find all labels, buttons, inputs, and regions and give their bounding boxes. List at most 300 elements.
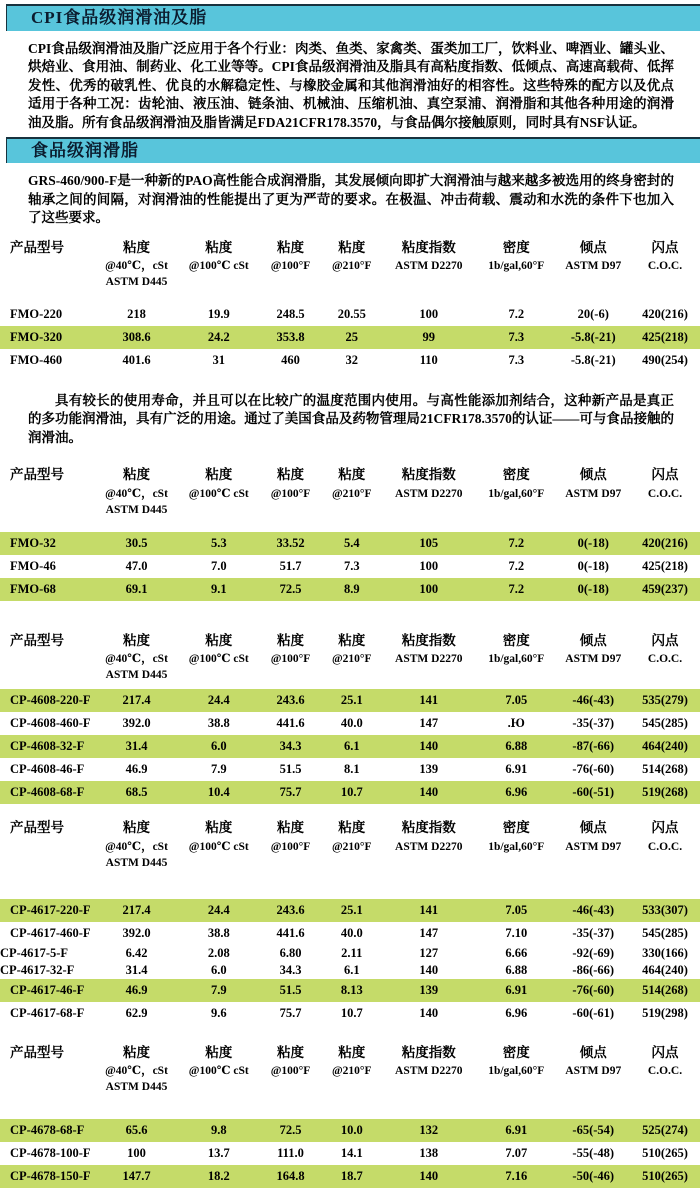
column-unit-header: ASTM D97 bbox=[565, 840, 622, 853]
value-cell: -50(-46) bbox=[572, 1169, 615, 1184]
product-model-cell: CP-4617-5-F bbox=[0, 945, 69, 960]
value-cell: 69.1 bbox=[125, 581, 148, 596]
empty-header-cell bbox=[0, 1063, 95, 1079]
value-cell: 14.1 bbox=[340, 1146, 363, 1161]
value-cell: 38.8 bbox=[207, 716, 230, 731]
value-cell: 6.88 bbox=[505, 739, 528, 754]
value-cell: 510(265) bbox=[642, 1146, 688, 1161]
column-header: 粘度指数 bbox=[401, 467, 456, 483]
column-header: 粘度 bbox=[277, 467, 304, 483]
column-header: 粘度 bbox=[205, 820, 233, 836]
value-cell: 24.2 bbox=[207, 329, 230, 344]
value-cell: 6.80 bbox=[279, 945, 302, 960]
column-header: 粘度 bbox=[277, 632, 304, 648]
column-header: 粘度指数 bbox=[401, 1044, 456, 1060]
column-header: 粘度指数 bbox=[401, 632, 456, 648]
empty-header-cell bbox=[0, 1079, 95, 1119]
product-model-cell: CP-4678-68-F bbox=[10, 1123, 85, 1138]
value-cell: 140 bbox=[419, 962, 439, 977]
column-header: 闪点 bbox=[651, 467, 679, 483]
value-cell: 139 bbox=[419, 762, 439, 777]
value-cell: 6.66 bbox=[505, 945, 528, 960]
cp-4608-table bbox=[0, 629, 700, 804]
column-unit-header: @100℃ cSt bbox=[188, 1064, 249, 1077]
value-cell: 51.7 bbox=[279, 558, 302, 573]
value-cell: -5.8(-21) bbox=[570, 329, 616, 344]
column-unit-header: ASTM D2270 bbox=[395, 487, 463, 500]
column-unit-header: @100°F bbox=[270, 653, 311, 666]
column-method-header bbox=[476, 667, 557, 689]
value-cell: 6.1 bbox=[343, 962, 360, 977]
product-model-cell: CP-4678-150-F bbox=[10, 1169, 91, 1184]
value-cell: 31 bbox=[212, 352, 225, 367]
value-cell: 32 bbox=[345, 352, 358, 367]
value-cell: 141 bbox=[419, 902, 439, 917]
value-cell: -46(-43) bbox=[572, 693, 615, 708]
value-cell: 132 bbox=[419, 1123, 439, 1138]
product-model-cell: FMO-32 bbox=[10, 535, 56, 550]
column-header: 倾点 bbox=[579, 632, 607, 648]
table-row bbox=[0, 712, 700, 735]
table-row bbox=[0, 922, 700, 945]
column-method-header bbox=[322, 667, 382, 689]
value-cell: 10.7 bbox=[340, 1005, 363, 1020]
value-cell: 24.4 bbox=[207, 693, 230, 708]
section-title-grease: 食品级润滑脂 bbox=[6, 137, 700, 164]
table-row bbox=[0, 689, 700, 712]
value-cell: 7.9 bbox=[210, 762, 227, 777]
column-method-header bbox=[557, 274, 631, 302]
value-cell: -55(-48) bbox=[572, 1146, 615, 1161]
column-header: 粘度指数 bbox=[401, 240, 456, 256]
product-spec-table bbox=[0, 236, 700, 371]
value-cell: -60(-51) bbox=[572, 785, 615, 800]
column-method-header bbox=[557, 667, 631, 689]
column-method-header bbox=[179, 502, 260, 532]
value-cell: 100 bbox=[127, 1146, 146, 1161]
value-cell: 7.3 bbox=[343, 558, 360, 573]
column-method-header bbox=[476, 274, 557, 302]
product-spec-table bbox=[0, 629, 700, 804]
product-model-cell: CP-4608-32-F bbox=[10, 739, 85, 754]
value-cell: 7.07 bbox=[505, 1146, 528, 1161]
column-method-header bbox=[476, 855, 557, 899]
product-model-cell: FMO-460 bbox=[10, 352, 63, 367]
column-method-header bbox=[382, 274, 477, 302]
column-header: 粘度 bbox=[338, 467, 366, 483]
value-cell: 20(-6) bbox=[577, 306, 609, 321]
column-header: 倾点 bbox=[579, 467, 607, 483]
column-header: 粘度 bbox=[338, 240, 366, 256]
column-unit-header: 1b/gal,60°F bbox=[488, 487, 545, 500]
value-cell: 464(240) bbox=[642, 962, 688, 977]
column-unit-header: C.O.C. bbox=[647, 1064, 683, 1077]
value-cell: 34.3 bbox=[279, 739, 302, 754]
table-row bbox=[0, 303, 700, 326]
empty-header-cell bbox=[0, 486, 95, 502]
value-cell: 147 bbox=[419, 925, 439, 940]
value-cell: 100 bbox=[419, 558, 439, 573]
value-cell: 10.4 bbox=[207, 785, 230, 800]
value-cell: 68.5 bbox=[125, 785, 148, 800]
value-cell: 425(218) bbox=[642, 329, 688, 344]
value-cell: 75.7 bbox=[279, 1005, 302, 1020]
column-header: 闪点 bbox=[651, 820, 679, 836]
product-spec-table bbox=[0, 463, 700, 600]
value-cell: 6.1 bbox=[343, 739, 360, 754]
value-cell: 25.1 bbox=[340, 693, 363, 708]
value-cell: 7.2 bbox=[508, 581, 525, 596]
column-header: 闪点 bbox=[651, 240, 679, 256]
column-method-header bbox=[557, 502, 631, 532]
value-cell: 127 bbox=[419, 945, 439, 960]
column-method-header bbox=[382, 667, 477, 689]
value-cell: 6.91 bbox=[505, 762, 528, 777]
table-row bbox=[0, 349, 700, 372]
column-unit-header: C.O.C. bbox=[647, 260, 683, 273]
value-cell: 62.9 bbox=[125, 1005, 148, 1020]
value-cell: 100 bbox=[419, 306, 439, 321]
product-model-cell: CP-4617-220-F bbox=[10, 902, 91, 917]
value-cell: 9.1 bbox=[210, 581, 227, 596]
column-method-header bbox=[259, 855, 322, 899]
column-method-header: ASTM D445 bbox=[105, 503, 168, 516]
value-cell: 2.08 bbox=[207, 945, 230, 960]
value-cell: 7.2 bbox=[508, 535, 525, 550]
column-unit-header: 1b/gal,60°F bbox=[488, 1064, 545, 1077]
column-unit-header: ASTM D2270 bbox=[395, 653, 463, 666]
column-header: 粘度 bbox=[277, 1044, 304, 1060]
column-header: 粘度 bbox=[123, 1044, 150, 1060]
value-cell: 7.05 bbox=[505, 902, 528, 917]
column-header: 粘度 bbox=[123, 240, 150, 256]
value-cell: 7.16 bbox=[505, 1169, 528, 1184]
value-cell: 140 bbox=[419, 785, 439, 800]
column-unit-header: ASTM D97 bbox=[565, 653, 622, 666]
column-unit-header: ASTM D97 bbox=[565, 487, 622, 500]
column-method-header: ASTM D445 bbox=[105, 1081, 168, 1094]
value-cell: 72.5 bbox=[279, 1123, 302, 1138]
column-unit-header: 1b/gal,60°F bbox=[488, 653, 545, 666]
value-cell: 6.96 bbox=[505, 785, 528, 800]
column-unit-header: @210°F bbox=[331, 840, 372, 853]
value-cell: 47.0 bbox=[125, 558, 148, 573]
column-method-header bbox=[476, 502, 557, 532]
product-model-cell: CP-4678-100-F bbox=[10, 1146, 91, 1161]
column-unit-header: ASTM D2270 bbox=[395, 260, 463, 273]
value-cell: 7.9 bbox=[210, 982, 227, 997]
value-cell: 0(-18) bbox=[577, 535, 609, 550]
cp-4678-table bbox=[0, 1041, 700, 1188]
product-model-cell: CP-4617-46-F bbox=[10, 982, 85, 997]
value-cell: 7.3 bbox=[508, 329, 525, 344]
column-unit-header: ASTM D97 bbox=[565, 1064, 622, 1077]
product-model-header: 产品型号 bbox=[10, 632, 64, 648]
value-cell: 140 bbox=[419, 739, 439, 754]
value-cell: 10.7 bbox=[340, 785, 363, 800]
column-header: 密度 bbox=[502, 820, 530, 836]
column-method-header bbox=[322, 502, 382, 532]
value-cell: 33.52 bbox=[276, 535, 305, 550]
product-model-header: 产品型号 bbox=[10, 1044, 64, 1060]
value-cell: 9.8 bbox=[210, 1123, 227, 1138]
empty-header-cell bbox=[0, 651, 95, 667]
value-cell: 243.6 bbox=[276, 693, 305, 708]
value-cell: 18.2 bbox=[207, 1169, 230, 1184]
value-cell: 147.7 bbox=[122, 1169, 151, 1184]
column-unit-header: @40℃，cSt bbox=[105, 260, 168, 273]
column-method-header bbox=[322, 1079, 382, 1119]
column-header: 密度 bbox=[502, 467, 530, 483]
value-cell: 392.0 bbox=[122, 716, 151, 731]
product-model-cell: FMO-220 bbox=[10, 306, 63, 321]
value-cell: 164.8 bbox=[276, 1169, 305, 1184]
value-cell: 535(279) bbox=[642, 693, 688, 708]
column-header: 粘度 bbox=[277, 820, 304, 836]
column-method-header bbox=[630, 667, 700, 689]
value-cell: .Ю bbox=[507, 716, 525, 731]
product-model-header: 产品型号 bbox=[10, 820, 64, 836]
column-header: 粘度 bbox=[123, 467, 150, 483]
column-method-header bbox=[630, 274, 700, 302]
value-cell: 19.9 bbox=[207, 306, 230, 321]
column-header: 粘度 bbox=[277, 240, 304, 256]
value-cell: 51.5 bbox=[279, 982, 302, 997]
column-unit-header: @100℃ cSt bbox=[188, 487, 249, 500]
column-header: 倾点 bbox=[579, 240, 607, 256]
column-unit-header: @100°F bbox=[270, 1064, 311, 1077]
column-unit-header: 1b/gal,60°F bbox=[488, 260, 545, 273]
value-cell: 7.05 bbox=[505, 693, 528, 708]
empty-header-cell bbox=[0, 839, 95, 855]
value-cell: 6.91 bbox=[505, 982, 528, 997]
column-unit-header: @40℃，cSt bbox=[105, 653, 168, 666]
value-cell: 9.6 bbox=[210, 1005, 227, 1020]
empty-header-cell bbox=[0, 258, 95, 274]
product-model-header: 产品型号 bbox=[10, 467, 64, 483]
column-unit-header: @210°F bbox=[331, 1064, 372, 1077]
value-cell: 8.13 bbox=[340, 982, 363, 997]
value-cell: 40.0 bbox=[340, 925, 363, 940]
column-method-header bbox=[259, 502, 322, 532]
column-header: 倾点 bbox=[579, 1044, 607, 1060]
value-cell: 7.3 bbox=[508, 352, 525, 367]
column-unit-header: C.O.C. bbox=[647, 840, 683, 853]
column-method-header bbox=[259, 1079, 322, 1119]
product-model-cell: CP-4608-68-F bbox=[10, 785, 85, 800]
column-method-header bbox=[179, 1079, 260, 1119]
value-cell: 46.9 bbox=[125, 982, 148, 997]
column-method-header bbox=[179, 667, 260, 689]
column-unit-header: C.O.C. bbox=[647, 653, 683, 666]
product-model-cell: CP-4617-68-F bbox=[10, 1005, 85, 1020]
column-method-header bbox=[179, 855, 260, 899]
column-unit-header: @210°F bbox=[331, 487, 372, 500]
table-row bbox=[0, 1119, 700, 1142]
value-cell: 510(265) bbox=[642, 1169, 688, 1184]
table-row bbox=[0, 1142, 700, 1165]
value-cell: 25.1 bbox=[340, 902, 363, 917]
column-method-header bbox=[557, 1079, 631, 1119]
column-method-header bbox=[630, 502, 700, 532]
table-row bbox=[0, 945, 700, 962]
value-cell: 8.1 bbox=[343, 762, 360, 777]
column-method-header bbox=[259, 667, 322, 689]
value-cell: 490(254) bbox=[642, 352, 688, 367]
table-row bbox=[0, 555, 700, 578]
value-cell: 308.6 bbox=[122, 329, 151, 344]
value-cell: 10.0 bbox=[340, 1123, 363, 1138]
value-cell: 6.96 bbox=[505, 1005, 528, 1020]
table-row bbox=[0, 1165, 700, 1188]
empty-header-cell bbox=[0, 502, 95, 532]
value-cell: 353.8 bbox=[276, 329, 305, 344]
datasheet-page bbox=[0, 4, 700, 1184]
value-cell: 248.5 bbox=[276, 306, 305, 321]
column-method-header: ASTM D445 bbox=[105, 669, 168, 682]
value-cell: 6.0 bbox=[210, 962, 227, 977]
column-unit-header: @100°F bbox=[270, 840, 311, 853]
value-cell: 6.91 bbox=[505, 1123, 528, 1138]
column-method-header bbox=[476, 1079, 557, 1119]
value-cell: 7.2 bbox=[508, 558, 525, 573]
value-cell: 31.4 bbox=[125, 739, 148, 754]
product-model-cell: FMO-46 bbox=[10, 558, 56, 573]
value-cell: 218 bbox=[127, 306, 146, 321]
value-cell: 425(218) bbox=[642, 558, 688, 573]
value-cell: 459(237) bbox=[642, 581, 688, 596]
value-cell: -76(-60) bbox=[572, 762, 615, 777]
value-cell: 401.6 bbox=[122, 352, 151, 367]
column-unit-header: @100°F bbox=[270, 260, 311, 273]
empty-header-cell bbox=[0, 855, 95, 899]
column-header: 粘度 bbox=[205, 467, 233, 483]
value-cell: -86(-66) bbox=[572, 962, 615, 977]
column-unit-header: ASTM D97 bbox=[565, 260, 622, 273]
value-cell: 141 bbox=[419, 693, 439, 708]
column-unit-header: C.O.C. bbox=[647, 487, 683, 500]
product-model-cell: CP-4617-460-F bbox=[10, 925, 91, 940]
column-method-header bbox=[382, 502, 477, 532]
column-method-header bbox=[382, 1079, 477, 1119]
column-header: 粘度 bbox=[205, 632, 233, 648]
column-unit-header: @40℃，cSt bbox=[105, 840, 168, 853]
product-model-cell: CP-4608-46-F bbox=[10, 762, 85, 777]
value-cell: -65(-54) bbox=[572, 1123, 615, 1138]
table-row bbox=[0, 979, 700, 1002]
table-row bbox=[0, 326, 700, 349]
column-unit-header: @100℃ cSt bbox=[188, 260, 249, 273]
value-cell: 13.7 bbox=[207, 1146, 230, 1161]
value-cell: 46.9 bbox=[125, 762, 148, 777]
value-cell: 140 bbox=[419, 1169, 439, 1184]
value-cell: 65.6 bbox=[125, 1123, 148, 1138]
column-method-header: ASTM D445 bbox=[105, 856, 168, 869]
empty-header-cell bbox=[0, 274, 95, 302]
value-cell: 38.8 bbox=[207, 925, 230, 940]
value-cell: 514(268) bbox=[642, 762, 688, 777]
column-method-header bbox=[259, 274, 322, 302]
value-cell: 464(240) bbox=[642, 739, 688, 754]
oil-intro-paragraph: CPI食品级润滑油及脂广泛应用于各个行业：肉类、鱼类、家禽类、蛋类加工厂，饮料业、啤酒业、罐头业、烘焙业、食用油、制药业、化工业等等。CPI食品级润滑油及脂具有高粘度指数、低倾点、高速高载荷、低挥发性、优秀的破乳性、优良的水解稳定性、与橡胶金属和其他润滑油好的相容性。这些特殊的配方以及优点适用于各种工况：齿轮油、液压油、链条油、机械油、压缩机油、真空泵浦、润滑脂和其他各种用途的润滑油及脂。所有食品级润滑油及脂皆满足FDA21CFR178.3570，与食品偶尔接触原则，同时具有NSF认证。 bbox=[28, 40, 674, 131]
value-cell: 330(166) bbox=[642, 945, 688, 960]
product-model-cell: CP-4617-32-F bbox=[0, 962, 75, 977]
column-unit-header: @100°F bbox=[270, 487, 311, 500]
value-cell: 460 bbox=[281, 352, 300, 367]
column-header: 粘度 bbox=[338, 632, 366, 648]
value-cell: -5.8(-21) bbox=[570, 352, 616, 367]
value-cell: 519(298) bbox=[642, 1005, 688, 1020]
value-cell: 31.4 bbox=[125, 962, 148, 977]
value-cell: 147 bbox=[419, 716, 439, 731]
fmo-note-paragraph: 具有较长的使用寿命，并且可以在比较广的温度范围内使用。与高性能添加剂结合，这种新产品是真正的多功能润滑油，具有广泛的用途。通过了美国食品及药物管理局21CFR178.3570的认证——可与食品接触的润滑油。 bbox=[28, 392, 674, 445]
column-unit-header: ASTM D2270 bbox=[395, 840, 463, 853]
value-cell: 51.5 bbox=[279, 762, 302, 777]
value-cell: 519(268) bbox=[642, 785, 688, 800]
product-spec-table bbox=[0, 1041, 700, 1188]
value-cell: 420(216) bbox=[642, 306, 688, 321]
value-cell: 111.0 bbox=[277, 1146, 304, 1161]
value-cell: 34.3 bbox=[279, 962, 302, 977]
value-cell: 5.4 bbox=[343, 535, 360, 550]
section-title-oil: CPI食品级润滑油及脂 bbox=[6, 4, 700, 31]
column-unit-header: ASTM D2270 bbox=[395, 1064, 463, 1077]
column-method-header bbox=[179, 274, 260, 302]
column-header: 粘度 bbox=[123, 820, 150, 836]
value-cell: 6.88 bbox=[505, 962, 528, 977]
value-cell: 6.0 bbox=[210, 739, 227, 754]
column-unit-header: @100℃ cSt bbox=[188, 840, 249, 853]
fmo-light-table bbox=[0, 463, 700, 600]
value-cell: -92(-69) bbox=[572, 945, 615, 960]
product-model-cell: CP-4608-460-F bbox=[10, 716, 91, 731]
column-method-header bbox=[382, 855, 477, 899]
column-header: 闪点 bbox=[651, 632, 679, 648]
value-cell: 7.2 bbox=[508, 306, 525, 321]
value-cell: 0(-18) bbox=[577, 558, 609, 573]
value-cell: -35(-37) bbox=[572, 925, 615, 940]
value-cell: 2.11 bbox=[341, 945, 363, 960]
product-model-cell: FMO-68 bbox=[10, 581, 56, 596]
value-cell: -35(-37) bbox=[572, 716, 615, 731]
value-cell: 18.7 bbox=[340, 1169, 363, 1184]
value-cell: 441.6 bbox=[276, 716, 305, 731]
value-cell: 0(-18) bbox=[577, 581, 609, 596]
table-row bbox=[0, 735, 700, 758]
value-cell: 514(268) bbox=[642, 982, 688, 997]
column-method-header: ASTM D445 bbox=[105, 276, 168, 289]
column-header: 密度 bbox=[502, 1044, 530, 1060]
column-header: 粘度 bbox=[123, 632, 150, 648]
table-row bbox=[0, 578, 700, 601]
value-cell: 40.0 bbox=[340, 716, 363, 731]
value-cell: 8.9 bbox=[343, 581, 360, 596]
value-cell: 420(216) bbox=[642, 535, 688, 550]
value-cell: 25 bbox=[345, 329, 358, 344]
empty-header-cell bbox=[0, 667, 95, 689]
table-row bbox=[0, 532, 700, 555]
value-cell: 243.6 bbox=[276, 902, 305, 917]
column-unit-header: @210°F bbox=[331, 653, 372, 666]
value-cell: 140 bbox=[419, 1005, 439, 1020]
value-cell: 7.0 bbox=[210, 558, 227, 573]
value-cell: -76(-60) bbox=[572, 982, 615, 997]
column-unit-header: @210°F bbox=[331, 260, 372, 273]
value-cell: 72.5 bbox=[279, 581, 302, 596]
value-cell: 24.4 bbox=[207, 902, 230, 917]
value-cell: 75.7 bbox=[279, 785, 302, 800]
column-method-header bbox=[630, 855, 700, 899]
